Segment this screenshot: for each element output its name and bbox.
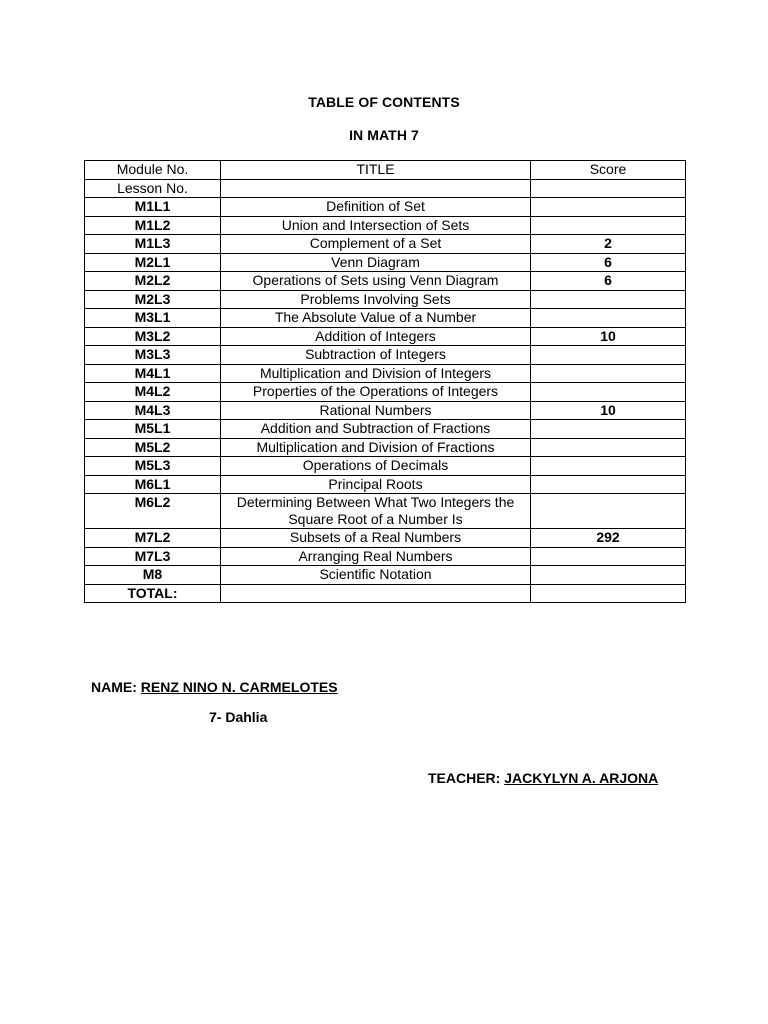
table-row (85, 547, 686, 566)
lesson-title-cell: Addition of Integers (221, 327, 531, 346)
table-row (85, 383, 686, 402)
lesson-title-cell: Operations of Decimals (221, 457, 531, 476)
table-row (85, 235, 686, 254)
lesson-code-cell: M3L2 (85, 327, 221, 346)
table-row (85, 327, 686, 346)
lesson-title-cell: Subsets of a Real Numbers (221, 529, 531, 548)
lesson-title-cell: Addition and Subtraction of Fractions (221, 420, 531, 439)
lesson-score-cell (531, 457, 686, 476)
lesson-code-cell: M8 (85, 566, 221, 585)
lesson-score-cell (531, 420, 686, 439)
lesson-score-cell: 6 (531, 272, 686, 291)
column-header-score: Score (531, 161, 686, 180)
lesson-title-cell: Complement of a Set (221, 235, 531, 254)
lesson-score-cell (531, 346, 686, 365)
lesson-title-cell: Problems Involving Sets (221, 290, 531, 309)
subheader-empty-cell (531, 179, 686, 198)
lesson-code-cell: M2L1 (85, 253, 221, 272)
lesson-code-cell: M2L3 (85, 290, 221, 309)
lesson-title-cell: Properties of the Operations of Integers (221, 383, 531, 402)
lesson-score-cell (531, 364, 686, 383)
lesson-code-cell: M3L1 (85, 309, 221, 328)
document-title: TABLE OF CONTENTS (308, 94, 460, 110)
table-row (85, 364, 686, 383)
subheader-empty-cell (221, 179, 531, 198)
lesson-title-cell: Subtraction of Integers (221, 346, 531, 365)
table-row (85, 253, 686, 272)
lesson-code-cell: M7L2 (85, 529, 221, 548)
lesson-code-cell: M7L3 (85, 547, 221, 566)
lesson-title-cell: Arranging Real Numbers (221, 547, 531, 566)
column-header-title: TITLE (221, 161, 531, 180)
table-row (85, 198, 686, 217)
contents-table (84, 160, 686, 603)
lesson-score-cell (531, 566, 686, 585)
lesson-code-cell: M2L2 (85, 272, 221, 291)
lesson-code-cell: M1L1 (85, 198, 221, 217)
contents-table-body (85, 161, 686, 603)
lesson-title-cell: Definition of Set (221, 198, 531, 217)
lesson-score-cell (531, 290, 686, 309)
table-row (85, 566, 686, 585)
lesson-title-cell: Multiplication and Division of Fractions (221, 438, 531, 457)
student-name: RENZ NINO N. CARMELOTES (140, 679, 338, 695)
lesson-score-cell (531, 198, 686, 217)
lesson-score-cell: 10 (531, 327, 686, 346)
table-row (85, 457, 686, 476)
lesson-code-cell: M6L2 (85, 494, 221, 529)
lesson-title-cell: Operations of Sets using Venn Diagram (221, 272, 531, 291)
lesson-title-cell: Scientific Notation (221, 566, 531, 585)
lesson-score-cell (531, 475, 686, 494)
lesson-code-cell: M1L3 (85, 235, 221, 254)
table-row (85, 309, 686, 328)
total-score-cell (531, 584, 686, 603)
section-label: 7- Dahlia (209, 709, 268, 725)
student-name-line (91, 679, 338, 695)
teacher-line (428, 770, 658, 786)
table-row (85, 420, 686, 439)
lesson-code-cell: M1L2 (85, 216, 221, 235)
table-row (85, 494, 686, 529)
table-row (85, 475, 686, 494)
table-row (85, 401, 686, 420)
table-row (85, 438, 686, 457)
lesson-code-cell: M5L2 (85, 438, 221, 457)
lesson-code-cell: M5L3 (85, 457, 221, 476)
lesson-title-cell: Multiplication and Division of Integers (221, 364, 531, 383)
table-subheader-row (85, 179, 686, 198)
lesson-code-cell: M3L3 (85, 346, 221, 365)
lesson-score-cell (531, 438, 686, 457)
total-title-cell (221, 584, 531, 603)
lesson-code-cell: M4L2 (85, 383, 221, 402)
lesson-code-cell: M6L1 (85, 475, 221, 494)
table-row (85, 346, 686, 365)
lesson-title-cell: Principal Roots (221, 475, 531, 494)
table-row (85, 529, 686, 548)
teacher-label: TEACHER: (428, 770, 505, 786)
lesson-code-cell: M4L1 (85, 364, 221, 383)
lesson-score-cell: 2 (531, 235, 686, 254)
lesson-code-cell: M4L3 (85, 401, 221, 420)
table-total-row (85, 584, 686, 603)
lesson-score-cell (531, 309, 686, 328)
teacher-name: JACKYLYN A. ARJONA (504, 770, 659, 786)
name-label: NAME: (91, 679, 141, 695)
lesson-score-cell: 10 (531, 401, 686, 420)
table-row (85, 272, 686, 291)
column-header-module: Module No. (85, 161, 221, 180)
lesson-score-cell (531, 216, 686, 235)
lesson-score-cell (531, 383, 686, 402)
total-label-cell: TOTAL: (85, 584, 221, 603)
lesson-score-cell: 6 (531, 253, 686, 272)
document-subtitle: IN MATH 7 (349, 127, 419, 143)
lesson-title-cell: Venn Diagram (221, 253, 531, 272)
lesson-title-cell: The Absolute Value of a Number (221, 309, 531, 328)
lesson-code-cell: M5L1 (85, 420, 221, 439)
column-header-lesson: Lesson No. (85, 179, 221, 198)
lesson-score-cell (531, 494, 686, 529)
lesson-title-cell: Determining Between What Two Integers the Square Root of a Number Is (221, 494, 531, 529)
table-row (85, 290, 686, 309)
lesson-score-cell (531, 547, 686, 566)
lesson-title-cell: Union and Intersection of Sets (221, 216, 531, 235)
lesson-title-cell: Rational Numbers (221, 401, 531, 420)
lesson-score-cell: 292 (531, 529, 686, 548)
table-row (85, 216, 686, 235)
table-header-row (85, 161, 686, 180)
